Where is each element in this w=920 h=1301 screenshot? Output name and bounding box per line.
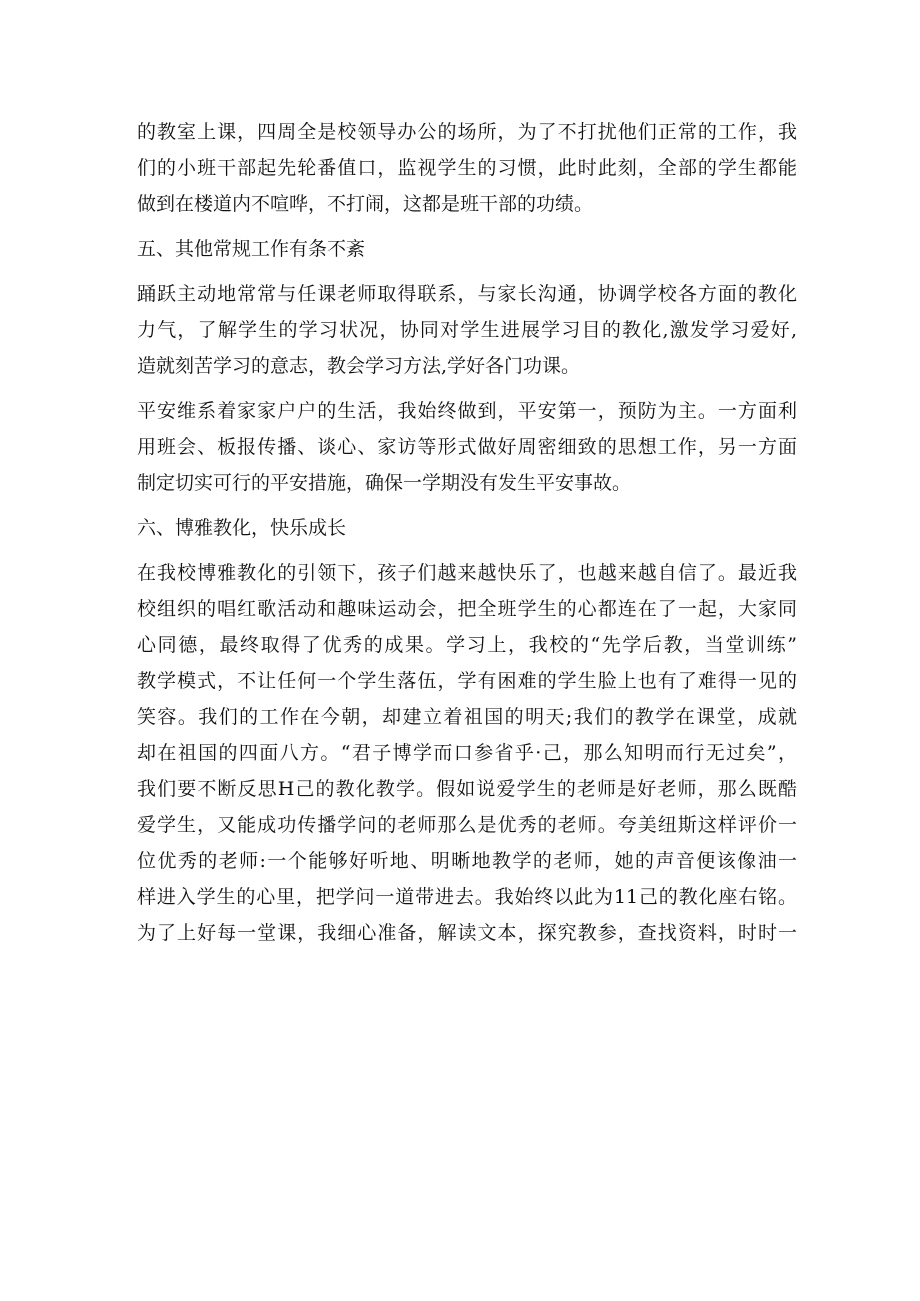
document-body [137,114,797,951]
heading-text: 五、其他常规工作有条不紊 [137,238,366,260]
text-line: 做到在楼道内不喧哗，不打闹，这都是班干部的功绩。 [137,193,594,215]
heading-text: 六、博雅教化，快乐成长 [137,517,347,539]
paragraph [137,393,797,501]
text-line: 造就刻苦学习的意志，教会学习方法,学好各门功课。 [137,355,581,377]
text-line: 校组织的唱红歌活动和趣味运动会，把全班学生的心都连在了一起，大家同 [137,598,797,620]
text-line: 在我校博雅教化的引领下，孩子们越来越快乐了，也越来越自信了。最近我 [137,562,797,584]
text-line: 们的小班干部起先轮番值口，监视学生的习惯，此时此刻，全部的学生都能 [137,157,797,179]
text-line: 我们要不断反思H己的教化教学。假如说爱学生的老师是好老师，那么既酷 [137,778,797,800]
paragraph [137,555,797,951]
text-line: 样进入学生的心里，把学问一道带进去。我始终以此为11己的教化座右铭。 [137,886,797,908]
text-line: 笑容。我们的工作在今朝，却建立着祖国的明天;我们的教学在课堂，成就 [137,706,797,728]
text-line: 心同德，最终取得了优秀的成果。学习上，我校的“先学后教，当堂训练” [137,634,797,656]
text-line: 平安维系着家家户户的生活，我始终做到，平安第一，预防为主。一方面利 [137,400,797,422]
section-heading [137,231,797,267]
text-line: 却在祖国的四面八方。“君子博学而口参省乎·己，那么知明而行无过矣”， [137,742,797,764]
paragraph [137,114,797,222]
text-line: 爱学生，又能成功传播学问的老师那么是优秀的老师。夸美纽斯这样评价一 [137,814,797,836]
section-heading [137,510,797,546]
text-line: 踊跃主动地常常与任课老师取得联系，与家长沟通，协调学校各方面的教化 [137,283,797,305]
text-line: 位优秀的老师:一个能够好听地、明晰地教学的老师，她的声音便该像油一 [137,850,797,872]
text-line: 用班会、板报传播、谈心、家访等形式做好周密细致的思想工作，另一方面 [137,436,797,458]
text-line: 力气，了解学生的学习状况，协同对学生进展学习目的教化,激发学习爱好, [137,319,797,341]
text-line: 为了上好每一堂课，我细心准备，解读文本，探究教参，查找资料，时时一 [137,922,797,944]
text-line: 教学模式，不让任何一个学生落伍，学有困难的学生脸上也有了难得一见的 [137,670,797,692]
paragraph [137,276,797,384]
text-line: 制定切实可行的平安措施，确保一学期没有发生平安事故。 [137,472,632,494]
text-line: 的教室上课，四周全是校领导办公的场所，为了不打扰他们正常的工作，我 [137,121,797,143]
